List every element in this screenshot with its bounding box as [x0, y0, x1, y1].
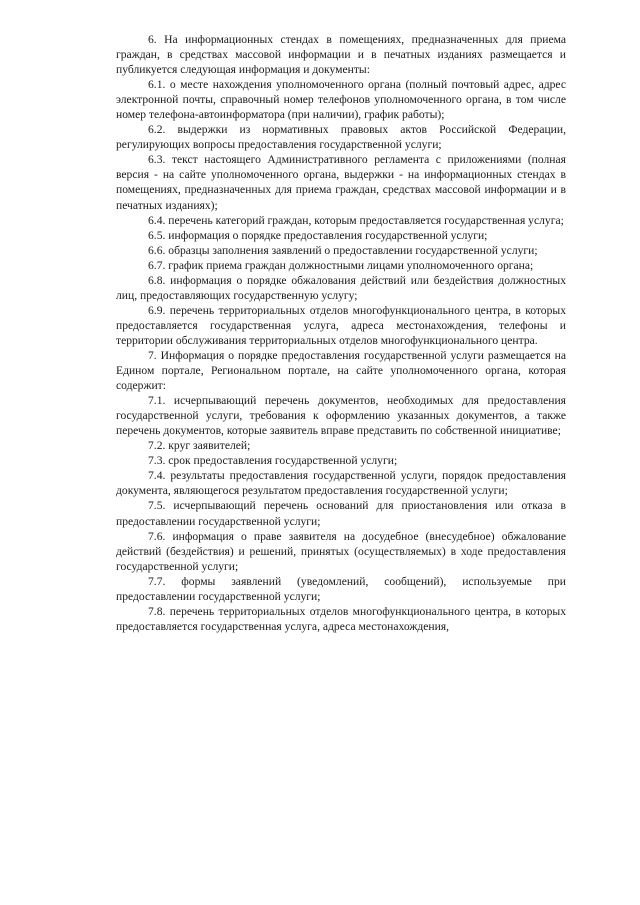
document-paragraph: 6.2. выдержки из нормативных правовых актов Российской Федерации, регулирующих вопросы предоставления государственной услуги;: [116, 123, 566, 152]
document-paragraph: 7.6. информация о праве заявителя на досудебное (внесудебное) обжалование действий (бездействия) и решений, принятых (осуществляемых) в ходе предоставления государственной услуги;: [116, 529, 566, 573]
document-paragraph: 7.1. исчерпывающий перечень документов, необходимых для предоставления государственной услуги, требования к оформлению указанных документов, а также перечень документов, которые заявитель вправе представить по собственной инициативе;: [116, 394, 566, 438]
document-paragraph: 6.4. перечень категорий граждан, которым предоставляется государственная услуга;: [148, 213, 564, 227]
document-paragraph: 6.6. образцы заполнения заявлений о предоставлении государственной услуги;: [148, 243, 538, 257]
document-body: [116, 32, 566, 634]
document-paragraph: 6.1. о месте нахождения уполномоченного органа (полный почтовый адрес, адрес электронной почты, справочный номер телефонов уполномоченного органа, в том числе номер телефона-автоинформатора (при наличии), график работы);: [116, 78, 566, 122]
document-paragraph: 7.4. результаты предоставления государственной услуги, порядок предоставления документа, являющегося результатом предоставления государственной услуги;: [116, 469, 566, 498]
document-paragraph: 6.8. информация о порядке обжалования действий или бездействия должностных лиц, предоставляющих государственную услугу;: [116, 273, 566, 302]
document-paragraph: 6.5. информация о порядке предоставления государственной услуги;: [148, 228, 488, 242]
document-paragraph: 7.2. круг заявителей;: [148, 439, 251, 453]
document-paragraph: 7.5. исчерпывающий перечень оснований для приостановления или отказа в предоставлении государственной услуги;: [116, 499, 566, 528]
document-paragraph: 6.9. перечень территориальных отделов многофункционального центра, в которых предоставляется государственная услуга, адреса местонахождения, телефоны и территории обслуживания территориальных отделов многофункционального центра.: [116, 303, 566, 347]
document-paragraph: 7.7. формы заявлений (уведомлений, сообщений), используемые при предоставлении государственной услуги;: [116, 574, 566, 603]
document-paragraph: 6. На информационных стендах в помещениях, предназначенных для приема граждан, в средствах массовой информации и в печатных изданиях размещается и публикуется следующая информация и документы:: [116, 33, 566, 77]
document-paragraph: 7.8. перечень территориальных отделов многофункционального центра, в которых предоставляется государственная услуга, адреса местонахождения,: [116, 604, 566, 633]
document-paragraph: 6.7. график приема граждан должностными лицами уполномоченного органа;: [148, 258, 534, 272]
document-paragraph: 6.3. текст настоящего Административного регламента с приложениями (полная версия - на сайте уполномоченного органа, выдержки - на информационных стендах в помещениях, предназначенных для приема граждан, средствах массовой информации и в печатных изданиях);: [116, 153, 566, 212]
document-paragraph: 7. Информация о порядке предоставления государственной услуги размещается на Едином портале, Региональном портале, на сайте уполномоченного органа, которая содержит:: [116, 348, 566, 393]
document-paragraph: 7.3. срок предоставления государственной услуги;: [148, 454, 398, 468]
